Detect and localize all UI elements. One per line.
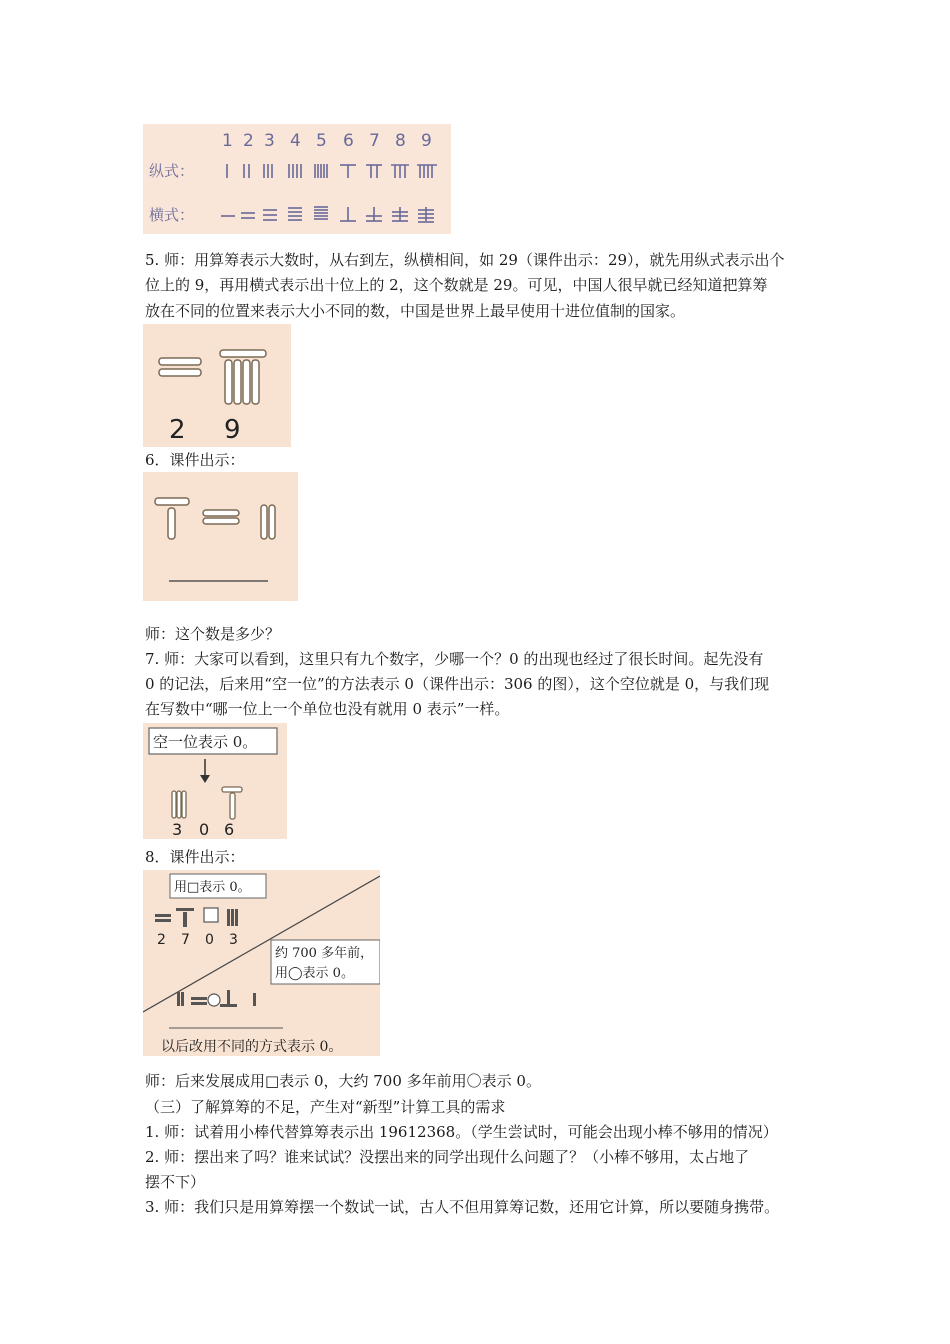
digit-label: 2: [243, 131, 254, 151]
digit-label: 7: [369, 131, 380, 151]
square-zero-label: 用□表示 0。: [174, 880, 251, 895]
para5-line-1: 5. 师：用算筹表示大数时，从右到左，纵横相间，如 29（课件出示：29），就先用纵式表示出个: [145, 251, 785, 269]
teacher-question: 师：这个数是多少？: [145, 625, 281, 643]
digit-2: 2: [169, 415, 186, 445]
circle-zero-icon: [208, 994, 220, 1006]
square-zero-icon: [204, 908, 218, 922]
rods-29-figure: [143, 324, 291, 447]
empty-place-label: 空一位表示 0。: [153, 733, 258, 751]
digit-label: 4: [290, 131, 301, 151]
arrow-head-icon: [200, 775, 210, 783]
rods-puzzle-figure: [143, 472, 298, 601]
rods-306-figure: [143, 723, 287, 839]
digit-label: 9: [421, 131, 432, 151]
step-2-line-1: 2. 师：摆出来了吗？谁来试试？没摆出来的同学出现什么问题了？（小棒不够用，太占地了: [145, 1148, 750, 1166]
rods-29-diagram: [143, 324, 291, 447]
digit-label: 6: [343, 131, 354, 151]
vertical-form-label: 纵式：: [149, 162, 195, 180]
counting-rods-table: [143, 124, 451, 234]
digit-9: 9: [224, 415, 241, 445]
para5-line-2: 位上的 9，再用横式表示出十位上的 2，这个数就是 29。可见，中国人很早就已经知道把算筹: [145, 276, 768, 294]
digit-7: 7: [181, 932, 190, 948]
zero-notation-diagram: [143, 870, 380, 1056]
circle-zero-label-line2: 用◯表示 0。: [275, 966, 354, 981]
rods-puzzle-diagram: [143, 472, 298, 601]
item-8: 8．课件出示：: [145, 848, 245, 866]
digit-label: 5: [316, 131, 327, 151]
rods-306-diagram: [143, 723, 287, 839]
circle-zero-label-line1: 约 700 多年前，: [275, 946, 374, 961]
item-6: 6．课件出示：: [145, 451, 245, 469]
digit-label: 3: [264, 131, 275, 151]
digit-0: 0: [199, 820, 210, 839]
step-1: 1. 师：试着用小棒代替算筹表示出 19612368。（学生尝试时，可能会出现小棒不够用的情况）: [145, 1123, 778, 1141]
digit-3: 3: [172, 820, 183, 839]
digit-label: 8: [395, 131, 406, 151]
digit-label: 1: [222, 131, 233, 151]
vertical-rods-row: [227, 164, 437, 178]
para7-line-2: 0 的记法，后来用“空一位”的方法表示 0（课件出示：306 的图），这个空位就是 0，与我们现: [145, 675, 770, 693]
step-2-line-2: 摆不下）: [145, 1173, 206, 1191]
zero-notation-figure: [143, 870, 380, 1056]
step-3: 3. 师：我们只是用算筹摆一个数试一试，古人不但用算筹记数，还用它计算，所以要随身携带。: [145, 1198, 780, 1216]
para7-line-1: 7. 师：大家可以看到，这里只有九个数字，少哪一个？0 的出现也经过了很长时间。起先没有: [145, 650, 764, 668]
horizontal-form-label: 横式：: [149, 206, 195, 224]
para5-line-3: 放在不同的位置来表示大小不同的数，中国是世界上最早使用十进位值制的国家。: [145, 302, 686, 320]
after-figure-teacher-line: 师：后来发展成用□表示 0，大约 700 多年前用〇表示 0。: [145, 1072, 541, 1090]
digit-6: 6: [224, 820, 235, 839]
digit-2: 2: [157, 932, 166, 948]
horizontal-rods-row: [221, 207, 434, 222]
digit-0: 0: [205, 932, 214, 948]
section-3-heading: （三）了解算筹的不足，产生对“新型”计算工具的需求: [145, 1098, 506, 1116]
digit-3: 3: [229, 932, 238, 948]
counting-rods-table-figure: [143, 124, 451, 234]
para7-line-3: 在写数中“哪一位上一个单位也没有就用 0 表示”一样。: [145, 700, 510, 718]
later-methods-caption: 以后改用不同的方式表示 0。: [161, 1039, 343, 1055]
